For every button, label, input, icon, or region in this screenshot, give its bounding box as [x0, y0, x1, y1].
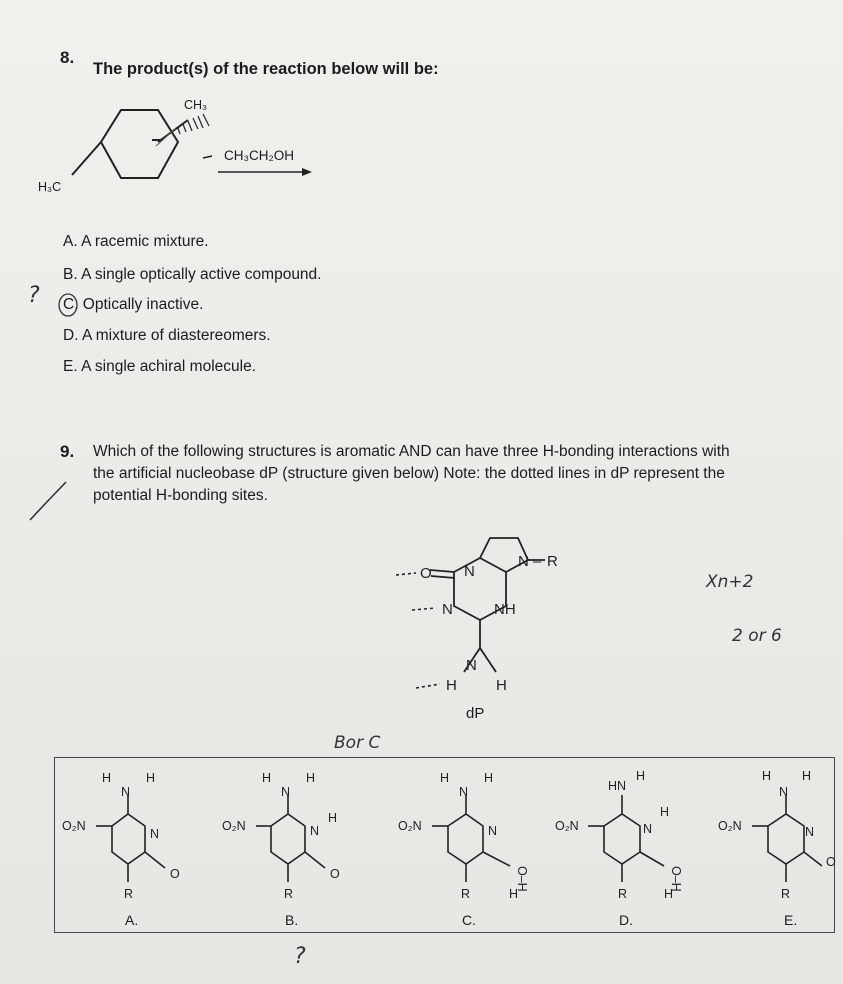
- svg-text:O: O: [330, 867, 340, 881]
- q8-option-d: D. A mixture of diastereomers.: [63, 327, 271, 344]
- structure-a: [62, 771, 180, 901]
- svg-text:HN: HN: [608, 779, 627, 793]
- svg-text:N: N: [805, 825, 815, 839]
- svg-text:–: –: [533, 553, 542, 570]
- svg-text:O: O: [420, 565, 432, 582]
- question-9-line1: Which of the following structures is aromatic AND can have three H-bonding interactions with: [93, 443, 730, 460]
- h3c-left-label: H₃C: [38, 180, 62, 194]
- question-8-number: 8.: [60, 48, 75, 67]
- svg-text:O₂N: O₂N: [62, 819, 86, 833]
- structure-b: [222, 771, 340, 901]
- dp-label: dP: [466, 705, 485, 722]
- svg-text:NH: NH: [494, 601, 516, 618]
- structure-e: [718, 769, 836, 901]
- choice-label-e: E.: [784, 912, 798, 928]
- svg-text:H: H: [484, 771, 494, 785]
- svg-text:O₂N: O₂N: [718, 819, 742, 833]
- question-9-number: 9.: [60, 442, 75, 461]
- svg-text:H: H: [664, 887, 674, 901]
- svg-text:N: N: [281, 785, 291, 799]
- svg-text:N: N: [459, 785, 469, 799]
- svg-text:O–H: O–H: [515, 866, 529, 892]
- svg-text:H: H: [146, 771, 156, 785]
- ch3-top-label: CH₃: [184, 98, 208, 112]
- svg-text:H: H: [660, 805, 670, 819]
- svg-text:N: N: [150, 827, 160, 841]
- svg-text:H: H: [262, 771, 272, 785]
- q8-option-a: A. A racemic mixture.: [63, 233, 209, 250]
- svg-text:R: R: [284, 887, 294, 901]
- svg-text:H: H: [509, 887, 519, 901]
- question-9-line3: potential H-bonding sites.: [93, 487, 268, 504]
- choice-label-c: C.: [462, 912, 476, 928]
- handwriting-b-or-c: Bor C: [334, 733, 381, 753]
- svg-text:N: N: [488, 824, 498, 838]
- q8-option-e: E. A single achiral molecule.: [63, 358, 256, 375]
- svg-text:O–H: O–H: [669, 866, 683, 892]
- svg-text:R: R: [618, 887, 628, 901]
- handwriting-xn2: Xn+2: [706, 572, 754, 592]
- choice-label-a: A.: [125, 912, 139, 928]
- svg-text:H: H: [446, 677, 457, 694]
- choice-label-d: D.: [619, 912, 633, 928]
- svg-text:H: H: [636, 769, 646, 783]
- svg-text:N: N: [464, 563, 475, 580]
- svg-text:O: O: [826, 855, 836, 869]
- svg-text:N: N: [121, 785, 131, 799]
- svg-text:H: H: [440, 771, 450, 785]
- choice-label-b: B.: [285, 912, 299, 928]
- handwriting-2-or-6: 2 or 6: [732, 626, 782, 646]
- svg-text:O₂N: O₂N: [398, 819, 422, 833]
- svg-text:R: R: [461, 887, 471, 901]
- q8-option-c: C. Optically inactive.: [63, 296, 204, 313]
- svg-text:N: N: [643, 822, 653, 836]
- q8-check-mark: ?: [28, 283, 40, 308]
- svg-text:N: N: [779, 785, 789, 799]
- handwriting-question: ?: [294, 944, 306, 969]
- svg-text:H: H: [306, 771, 316, 785]
- structure-c: [398, 771, 529, 901]
- svg-text:O: O: [170, 867, 180, 881]
- svg-text:N: N: [442, 601, 453, 618]
- structure-d: [555, 769, 683, 901]
- svg-text:O₂N: O₂N: [555, 819, 579, 833]
- svg-text:O₂N: O₂N: [222, 819, 246, 833]
- svg-text:N: N: [518, 553, 529, 570]
- reagent-label: CH₃CH₂OH: [224, 148, 294, 163]
- q8-option-b: B. A single optically active compound.: [63, 266, 322, 283]
- question-8-text: The product(s) of the reaction below will be:: [93, 60, 439, 78]
- question-9-line2: the artificial nucleobase dP (structure given below) Note: the dotted lines in dP represent the: [93, 465, 725, 482]
- svg-text:N: N: [310, 824, 320, 838]
- svg-text:H: H: [496, 677, 507, 694]
- svg-text:H: H: [762, 769, 772, 783]
- svg-text:R: R: [124, 887, 134, 901]
- svg-text:H: H: [102, 771, 112, 785]
- svg-text:R: R: [781, 887, 791, 901]
- svg-text:H: H: [802, 769, 812, 783]
- svg-text:R: R: [547, 553, 558, 570]
- svg-text:N: N: [466, 657, 477, 674]
- svg-text:H: H: [328, 811, 338, 825]
